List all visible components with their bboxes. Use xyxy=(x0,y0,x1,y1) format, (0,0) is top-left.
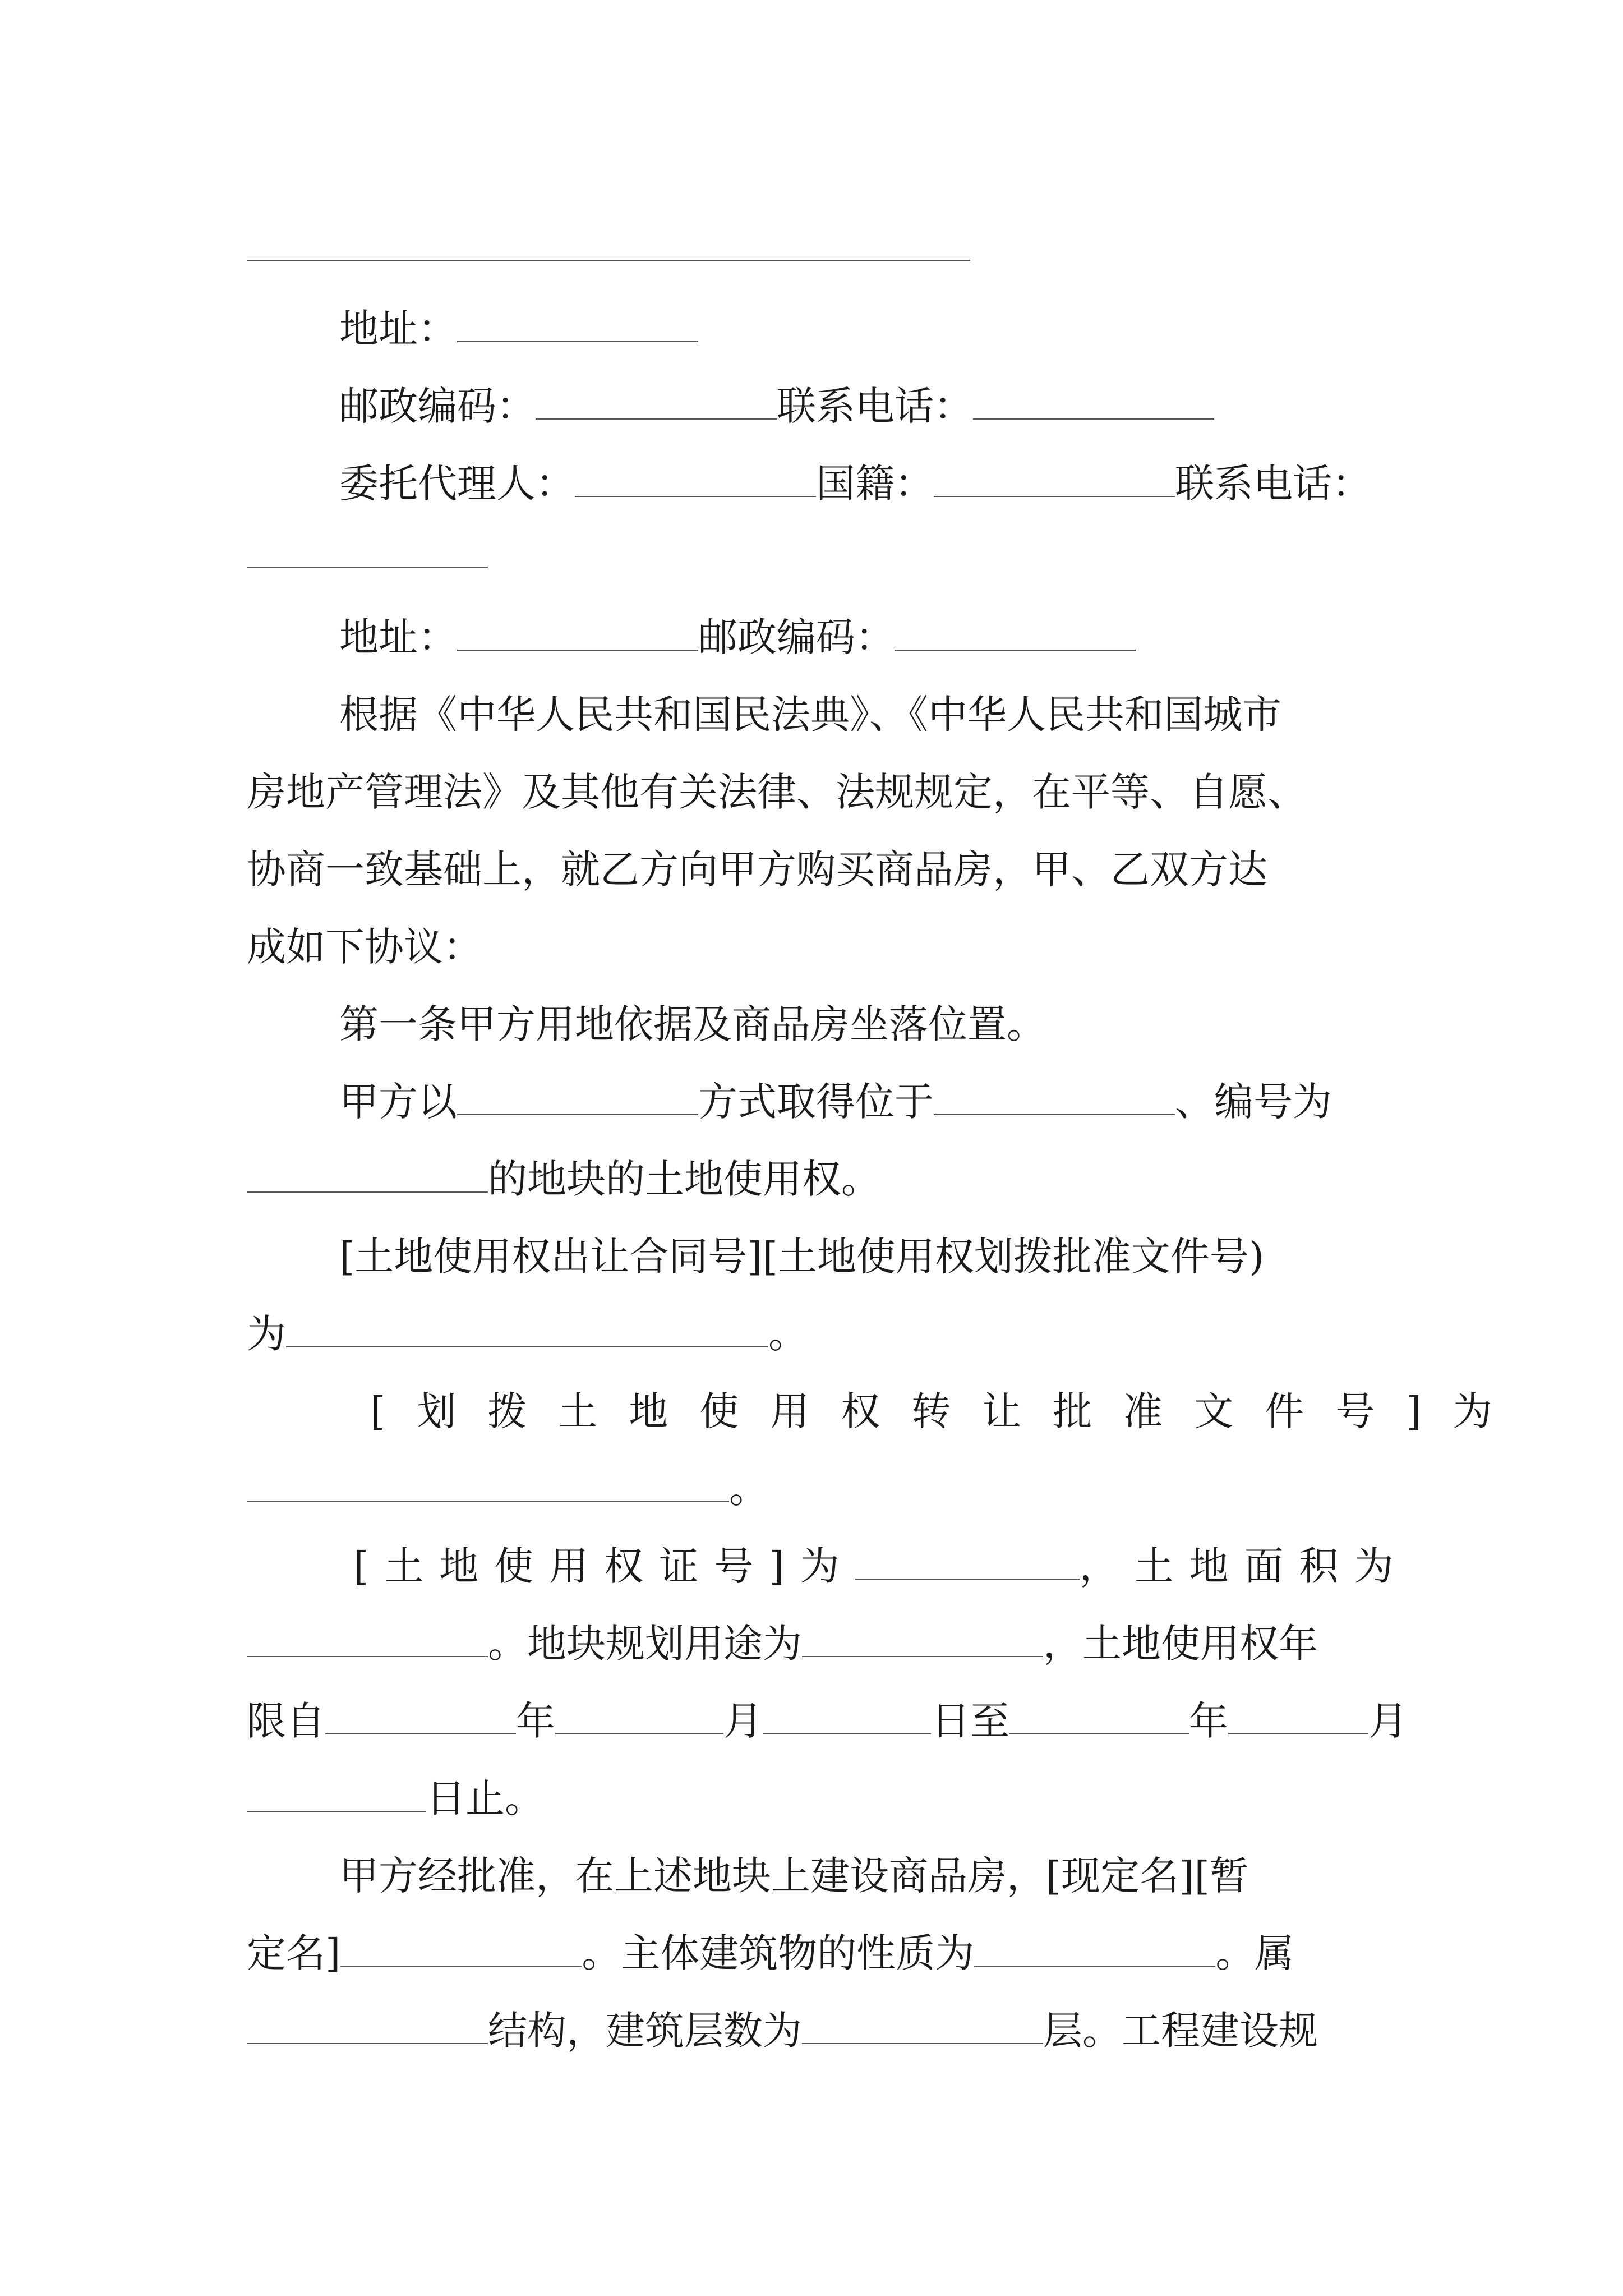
fill-blank xyxy=(247,1655,488,1657)
paragraph-text: 。地块规划用途为 xyxy=(488,1621,802,1667)
address-blank xyxy=(457,341,698,342)
paragraph-line xyxy=(247,838,1267,895)
paragraph-line xyxy=(339,1844,1249,1901)
paragraph-line xyxy=(247,1999,1318,2056)
paragraph-line xyxy=(370,1380,1524,1437)
paragraph-text: 定名] xyxy=(247,1930,341,1976)
text-line xyxy=(339,375,1214,431)
postal-blank xyxy=(895,649,1136,651)
paragraph-text: 根据《中华人民共和国民法典》、《中华人民共和国城市 xyxy=(339,692,1281,738)
fill-blank xyxy=(247,1191,488,1193)
postal-blank xyxy=(536,418,777,420)
fill-blank xyxy=(1009,1733,1189,1734)
paragraph-text: 日止。 xyxy=(426,1775,544,1821)
text-line xyxy=(339,606,1136,662)
paragraph-text: [划拨土地使用权转让批准文件号]为 xyxy=(370,1388,1524,1434)
fill-blank xyxy=(802,2042,1043,2044)
fill-blank xyxy=(555,1733,723,1734)
address-blank xyxy=(457,649,698,651)
fill-blank xyxy=(247,1501,729,1502)
paragraph-text: 方式取得位于 xyxy=(698,1079,934,1125)
paragraph-text: ，土地使用权年 xyxy=(1043,1621,1318,1667)
fill-blank xyxy=(802,1655,1043,1657)
paragraph-text: 成如下协议： xyxy=(247,924,482,970)
fill-blank xyxy=(974,1965,1215,1967)
postal-label: 邮政编码： xyxy=(339,383,536,429)
fill-blank xyxy=(325,1733,516,1734)
article-title-text: 第一条甲方用地依据及商品房坐落位置。 xyxy=(339,1001,1046,1047)
paragraph-text: 甲方经批准，在上述地块上建设商品房，[现定名][暂 xyxy=(339,1853,1249,1899)
fill-blank xyxy=(247,1810,426,1812)
phone-label: 联系电话： xyxy=(1175,461,1371,507)
paragraph-text: 甲方以 xyxy=(339,1079,457,1125)
fill-blank xyxy=(1228,1733,1368,1734)
text-line xyxy=(339,297,698,354)
paragraph-line xyxy=(247,1612,1318,1669)
paragraph-line xyxy=(247,1148,880,1204)
paragraph-line xyxy=(247,1303,808,1359)
paragraph-line xyxy=(339,683,1281,740)
phone-label: 联系电话： xyxy=(777,383,973,429)
paragraph-line xyxy=(247,761,1307,817)
paragraph-text: 的地块的土地使用权。 xyxy=(488,1156,880,1202)
paragraph-text: [土地使用权证号]为 xyxy=(353,1543,855,1589)
paragraph-text: 年 xyxy=(1189,1698,1228,1744)
paragraph-line xyxy=(339,1070,1332,1127)
blank-line xyxy=(247,260,970,261)
paragraph-text: 。 xyxy=(768,1311,808,1357)
paragraph-text: 限自 xyxy=(247,1698,325,1744)
paragraph-text: 月 xyxy=(723,1698,763,1744)
blank-line xyxy=(247,567,488,568)
fill-blank xyxy=(286,1346,768,1347)
paragraph-text: 。 xyxy=(729,1466,768,1512)
paragraph-text: 年 xyxy=(516,1698,555,1744)
address-label: 地址： xyxy=(339,306,457,352)
phone-blank xyxy=(973,418,1214,420)
paragraph-line xyxy=(353,1535,1409,1591)
fill-blank xyxy=(247,2042,488,2044)
paragraph-line xyxy=(339,1225,1264,1282)
paragraph-text: 。属 xyxy=(1215,1930,1294,1976)
paragraph-text: ，土地面积为 xyxy=(1079,1543,1409,1589)
paragraph-line xyxy=(247,1457,768,1514)
nationality-label: 国籍： xyxy=(816,461,934,507)
paragraph-text: 房地产管理法》及其他有关法律、法规规定，在平等、自愿、 xyxy=(247,769,1307,815)
article-title xyxy=(339,993,1046,1050)
text-line xyxy=(339,452,1371,509)
paragraph-text: 结构，建筑层数为 xyxy=(488,2008,802,2054)
paragraph-text: 为 xyxy=(247,1311,286,1357)
paragraph-text: 月 xyxy=(1368,1698,1408,1744)
agent-blank xyxy=(575,495,816,497)
paragraph-line xyxy=(247,915,482,972)
postal-label: 邮政编码： xyxy=(698,614,895,660)
fill-blank xyxy=(340,1965,582,1967)
address-label: 地址： xyxy=(339,614,457,660)
fill-blank xyxy=(855,1578,1080,1580)
paragraph-text: 层。工程建设规 xyxy=(1043,2008,1318,2054)
paragraph-line xyxy=(247,1767,544,1824)
paragraph-text: 、编号为 xyxy=(1175,1079,1332,1125)
paragraph-text: [土地使用权出让合同号][土地使用权划拨批准文件号) xyxy=(339,1234,1265,1280)
nationality-blank xyxy=(934,495,1175,497)
paragraph-line xyxy=(247,1922,1294,1978)
fill-blank xyxy=(934,1114,1175,1115)
paragraph-text: 协商一致基础上，就乙方向甲方购买商品房，甲、乙双方达 xyxy=(247,846,1267,892)
paragraph-text: 。主体建筑物的性质为 xyxy=(582,1930,975,1976)
fill-blank xyxy=(457,1114,698,1115)
fill-blank xyxy=(763,1733,931,1734)
agent-label: 委托代理人： xyxy=(339,461,575,507)
paragraph-line xyxy=(247,1690,1408,1746)
paragraph-text: 日至 xyxy=(931,1698,1009,1744)
